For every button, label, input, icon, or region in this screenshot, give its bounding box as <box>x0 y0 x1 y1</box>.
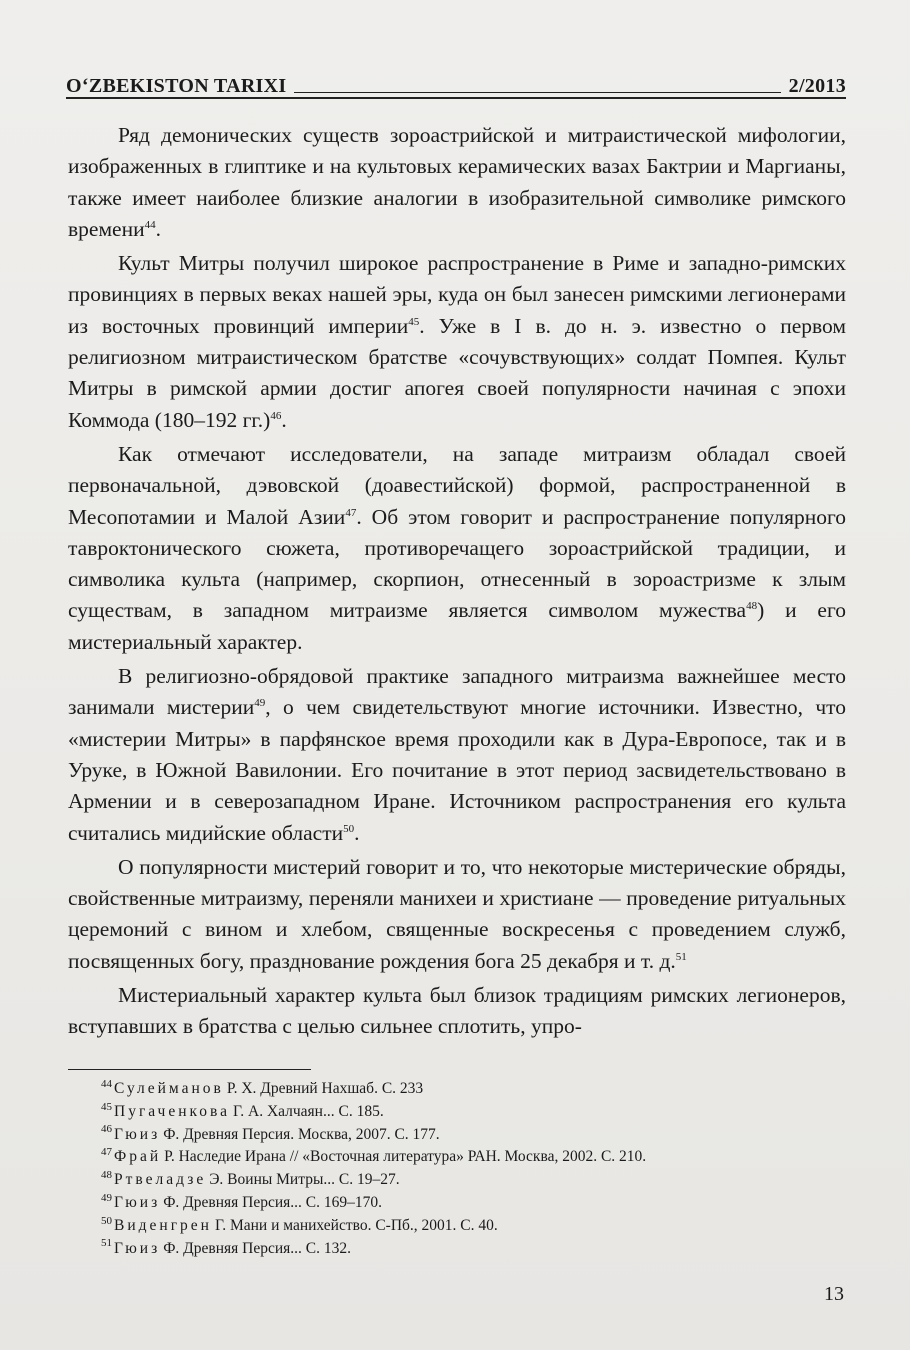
footnote-ref[interactable]: 47 <box>345 506 357 519</box>
footnote-ref[interactable]: 44 <box>144 218 156 231</box>
footnote-ref[interactable]: 50 <box>343 822 355 835</box>
paragraph: Как отмечают исследователи, на западе митраизм обладал своей первоначальной, дэвовской (доавестийской) формой, распространенной в Месопотамии и Малой Азии$^{47}$. Об этом говорит и распространение популярного тавроктонического сюжета, противоречащего зороастрийской традиции, и символика культа (например, скорпион, отнесенный в зороастризме к злым существам, в западном митраизме является символом мужества$^{48}$) и его мистериальный характер. <box>68 441 846 654</box>
footnotes <box>101 1078 846 1260</box>
footnote: $^{50}$ Виденгрен Г. Мани и манихейство. С-Пб., 2001. С. 40. <box>101 1214 498 1234</box>
footnote: $^{46}$ Гюиз Ф. Древняя Персия. Москва, 2007. С. 177. <box>101 1123 440 1143</box>
footnote: $^{44}$ Сулейманов Р. Х. Древний Нахшаб. С. 233 <box>101 1077 424 1097</box>
paragraph: Мистериальный характер культа был близок традициям римских легионеров, вступавших в братства с целью сильнее сплотить, упро- <box>68 983 846 1039</box>
footnote: $^{49}$ Гюиз Ф. Древняя Персия... С. 169–170. <box>101 1191 382 1211</box>
footnote-ref[interactable]: 45 <box>408 315 420 328</box>
paragraph: Культ Митры получил широкое распространение в Риме и западно-римских провинциях в первых веках нашей эры, куда он был занесен римскими легионерами из восточных провинций империи$^{45}$. Уже в I в. до н. э. известно о первом религиозном митраистическом братстве «сочувствующих» солдат Помпея. Культ Митры в римской армии достиг апогея своей популярности начиная с эпохи Коммода (180–192 гг.)$^{46}$. <box>68 251 846 432</box>
paragraph: Ряд демонических существ зороастрийской и митраистической мифологии, изображенных в глиптике и на культовых керамических вазах Бактрии и Маргианы, также имеет наиболее близкие аналогии в изобразительной символике римского времени$^{44}$. <box>68 123 846 241</box>
header-rule <box>294 92 780 93</box>
footnote: $^{48}$ Ртвеладзе Э. Воины Митры... С. 19–27. <box>101 1169 400 1189</box>
footnote-ref[interactable]: 49 <box>254 697 266 710</box>
footnote: $^{47}$ Фрай Р. Наследие Ирана // «Восточная литература» РАН. Москва, 2002. С. 210. <box>101 1146 647 1166</box>
footnote-ref[interactable]: 48 <box>746 600 758 613</box>
running-head <box>66 64 846 98</box>
article-body <box>68 120 846 1046</box>
paragraph: О популярности мистерий говорит и то, что некоторые мистерические обряды, свойственные митраизму, переняли манихеи и христиане — проведение ритуальных церемоний с вином и хлебом, священные воскресенья с проведением служб, посвященных богу, празднование рождения бога 25 декабря и т. д.$^{51}$ <box>68 854 846 973</box>
footnote-ref[interactable]: 51 <box>675 950 687 963</box>
footnote-separator <box>68 1069 311 1070</box>
footnote: $^{51}$ Гюиз Ф. Древняя Персия... С. 132. <box>101 1237 351 1257</box>
footnote-ref[interactable]: 46 <box>270 409 282 422</box>
page-number: 13 <box>824 1283 844 1305</box>
paragraph: В религиозно-обрядовой практике западного митраизма важнейшее место занимали мистерии$^{49}$, о чем свидетельствуют многие источники. Известно, что «мистерии Митры» в парфянское время проходили как в Дура-Европосе, так и в Уруке, в Южной Вавилонии. Его почитание в этот период засвидетельствовано в Армении и в северозападном Иране. Источником распространения его культа считались мидийские области$^{50}$. <box>68 664 847 845</box>
header-divider <box>66 97 846 99</box>
journal-title: O‘ZBEKISTON TARIXI <box>66 75 287 97</box>
issue-number: 2/2013 <box>788 75 846 97</box>
footnote: $^{45}$ Пугаченкова Г. А. Халчаян... С. 185. <box>101 1100 384 1120</box>
